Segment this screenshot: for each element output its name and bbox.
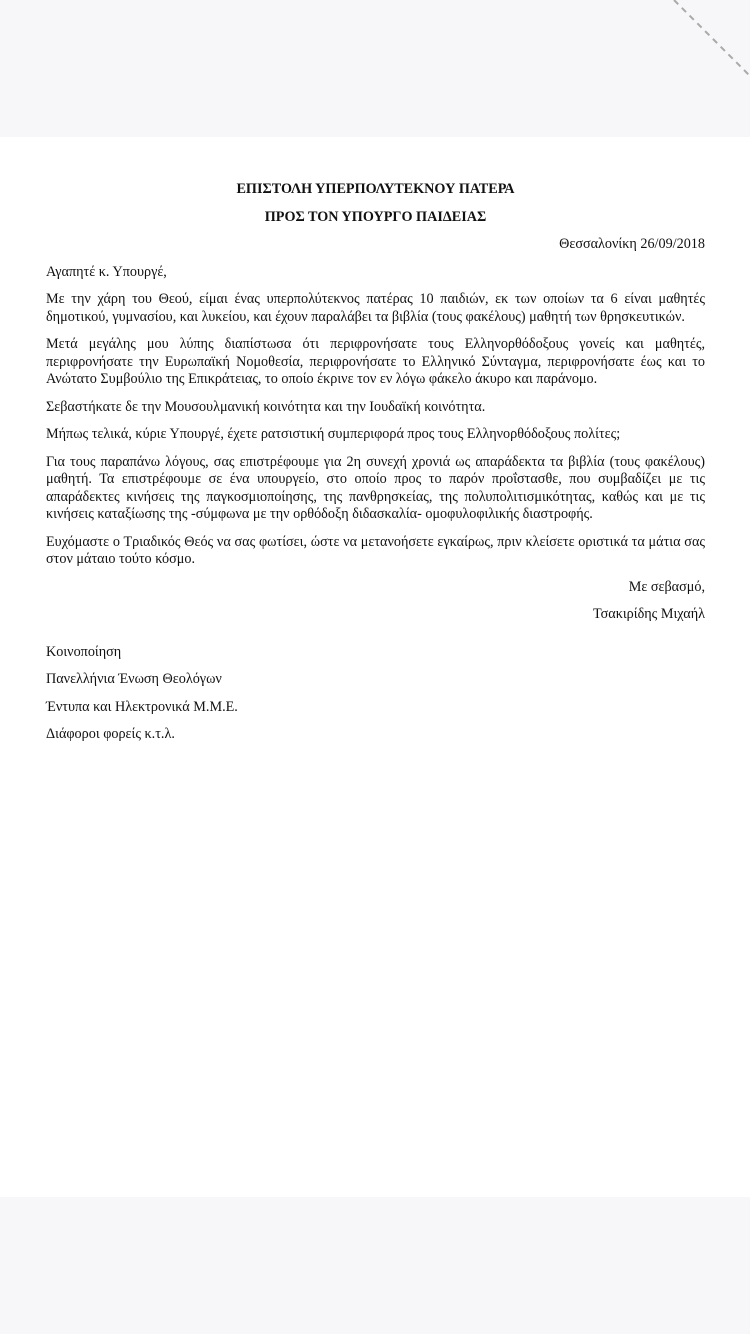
- letter-body: [46, 181, 705, 754]
- letter-date: Θεσσαλονίκη 26/09/2018: [559, 236, 705, 252]
- letter-salutation: Αγαπητέ κ. Υπουργέ,: [46, 263, 167, 280]
- letter-title-line2: ΠΡΟΣ ΤΟΝ ΥΠΟΥΡΓΟ ΠΑΙΔΕΙΑΣ: [264, 208, 487, 225]
- letter-paragraph: Ευχόμαστε ο Τριαδικός Θεός να σας φωτίσει, ώστε να μετανοήσετε εγκαίρως, πριν κλείσετε οριστικά τα μάτια σας στον μάταιο τούτο κόσμο.: [46, 533, 705, 567]
- letter-closing: Με σεβασμό,: [628, 578, 705, 595]
- cc-recipient: Έντυπα και Ηλεκτρονικά Μ.Μ.Ε.: [46, 698, 238, 715]
- cc-heading: Κοινοποίηση: [46, 643, 122, 660]
- cc-recipient: Διάφοροι φορείς κ.τ.λ.: [46, 726, 175, 742]
- letter-paragraph: Μήπως τελικά, κύριε Υπουργέ, έχετε ρατσιστική συμπεριφορά προς τους Ελληνορθόδοξους πολίτες;: [46, 426, 621, 442]
- letter-title-line1: ΕΠΙΣΤΟΛΗ ΥΠΕΡΠΟΛΥΤΕΚΝΟΥ ΠΑΤΕΡΑ: [236, 181, 515, 197]
- page-fold-line: [670, 0, 750, 80]
- cc-recipient: Πανελλήνια Ένωση Θεολόγων: [46, 671, 222, 687]
- letter-signature: Τσακιρίδης Μιχαήλ: [592, 606, 705, 622]
- letter-paragraph: Μετά μεγάλης μου λύπης διαπίστωσα ότι περιφρονήσατε τους Ελληνορθόδοξους γονείς και μαθητές, περιφρονήσατε την Ευρωπαϊκή Νομοθεσία, περιφρονήσατε το Ελληνικό Σύνταγμα, περιφρονήσατε έως και το Ανώτατο Συμβούλιο της Επικράτειας, το οποίο έκρινε τον εν λόγω φάκελο άκυρο και παράνομο.: [46, 336, 705, 387]
- letter-paragraph: Σεβαστήκατε δε την Μουσουλμανική κοινότητα και την Ιουδαϊκή κοινότητα.: [46, 398, 486, 415]
- document-page: [0, 137, 750, 1197]
- letter-paragraph: Για τους παραπάνω λόγους, σας επιστρέφουμε για 2η συνεχή χρονιά ως απαράδεκτα τα βιβλία (τους φακέλους) μαθητή. Τα επιστρέφουμε σε ένα υπουργείο, στο οποίο προς το παρόν προΐστασθε, που συμβαδίζει με τις απαράδεκτες κινήσεις της παγκοσμιοποίησης, της πανθρησκείας, της πολυπολιτισμικότητας, καθώς και με τις κινήσεις καταξίωσης της -σύμφωνα με την ορθόδοξη διδασκαλία- ομοφυλοφιλικής διαστροφής.: [46, 453, 705, 522]
- letter-paragraph: Με την χάρη του Θεού, είμαι ένας υπερπολύτεκνος πατέρας 10 παιδιών, εκ των οποίων τα 6 είναι μαθητές δημοτικού, γυμνασίου, και λυκείου, και έχουν παραλάβει τα βιβλία (τους φακέλους) μαθητή των θρησκευτικών.: [46, 291, 705, 325]
